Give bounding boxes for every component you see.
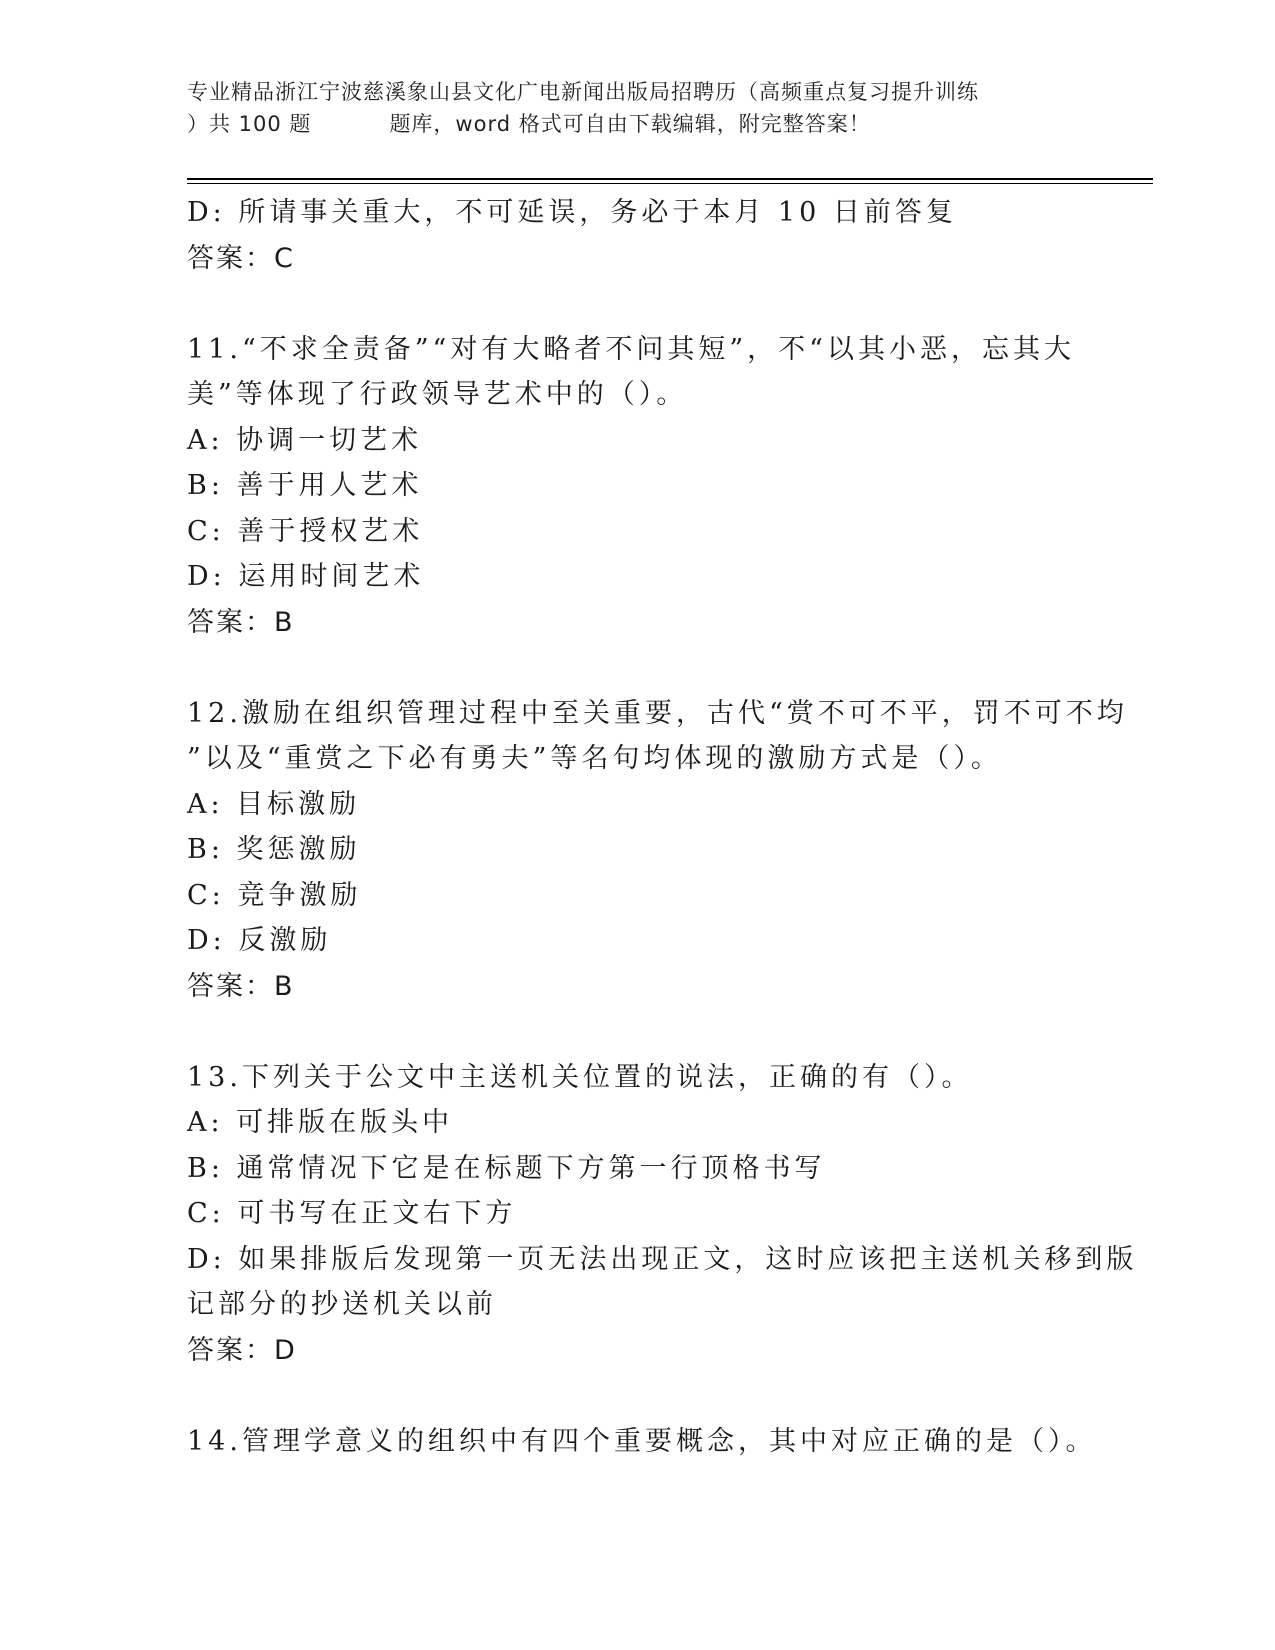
question-13 [187, 1055, 1138, 1374]
question-12 [187, 691, 1128, 1010]
option-a: A: 协调一切艺术 [187, 424, 423, 456]
option-d: D: 所请事关重大，不可延误，务必于本月 10 日前答复 [187, 197, 957, 228]
option-c: C: 善于授权艺术 [187, 515, 424, 547]
header-description: 题库，word 格式可自由下载编辑，附完整答案！ [389, 112, 871, 136]
answer-line: 答案：B [187, 970, 295, 1002]
option-c: C: 可书写在正文右下方 [187, 1198, 517, 1229]
question-stem: 11.“不求全责备”“对有大略者不问其短”，不“以其小恶，忘其大 [187, 333, 1075, 365]
option-b: B: 善于用人艺术 [187, 470, 423, 501]
question-stem: 13.下列关于公文中主送机关位置的说法，正确的有（）。 [187, 1061, 973, 1093]
header-title-line2 [187, 108, 1087, 140]
header-title-line1: 专业精品浙江宁波慈溪象山县文化广电新闻出版局招聘历（高频重点复习提升训练 [187, 80, 979, 104]
question-fragment-10 [187, 190, 1087, 281]
question-14 [187, 1419, 1097, 1465]
option-d: D: 反激励 [187, 925, 332, 956]
option-a: A: 可排版在版头中 [187, 1107, 454, 1138]
header-divider-thick [187, 178, 1153, 180]
answer-line: 答案：B [187, 606, 295, 638]
option-c: C: 竞争激励 [187, 879, 362, 911]
answer-line: 答案：C [187, 242, 295, 274]
option-d: D: 如果排版后发现第一页无法出现正文，这时应该把主送机关移到版 [187, 1243, 1138, 1275]
answer-line: 答案：D [187, 1334, 297, 1366]
question-stem: 美”等体现了行政领导艺术中的（）。 [187, 379, 688, 410]
question-stem: ”以及“重赏之下必有勇夫”等名句均体现的激励方式是（）。 [187, 743, 1002, 774]
option-b: B: 奖惩激励 [187, 834, 361, 865]
question-11 [187, 327, 1087, 646]
question-stem: 14.管理学意义的组织中有四个重要概念，其中对应正确的是（）。 [187, 1425, 1097, 1457]
document-body [187, 190, 1138, 1464]
option-d: D: 运用时间艺术 [187, 561, 425, 592]
header-divider-thin [187, 183, 1153, 184]
option-a: A: 目标激励 [187, 788, 361, 820]
document-header [187, 76, 1087, 140]
question-stem: 12.激励在组织管理过程中至关重要，古代“赏不可不平，罚不可不均 [187, 697, 1128, 729]
option-d-continued: 记部分的抄送机关以前 [187, 1289, 497, 1320]
option-b: B: 通常情况下它是在标题下方第一行顶格书写 [187, 1152, 826, 1184]
header-count: ）共 100 题 [187, 112, 312, 136]
